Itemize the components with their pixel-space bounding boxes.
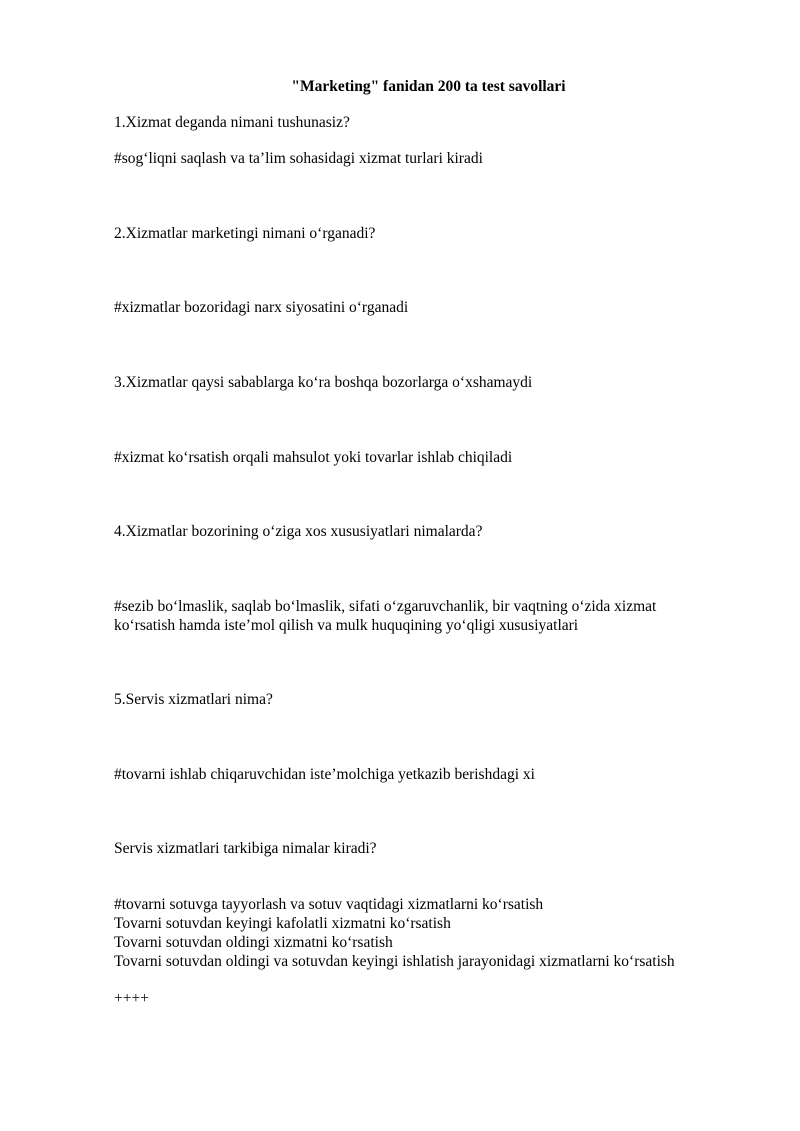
separator: ++++ [114,990,149,1007]
answer-6-line-2: Tovarni sotuvdan keyingi kafolatli xizmatni ko‘rsatish [114,915,451,932]
question-1: 1.Xizmat deganda nimani tushunasiz? [114,114,350,131]
answer-1: #sog‘liqni saqlash va ta’lim sohasidagi xizmat turlari kiradi [114,150,483,167]
answer-6-line-4: Tovarni sotuvdan oldingi va sotuvdan keyingi ishlatish jarayonidagi xizmatlarni ko‘rsatish [114,953,675,970]
answer-6-line-1: #tovarni sotuvga tayyorlash va sotuv vaqtidagi xizmatlarni ko‘rsatish [114,896,544,913]
answer-4-line-1: #sezib bo‘lmaslik, saqlab bo‘lmaslik, sifati o‘zgaruvchanlik, bir vaqtning o‘zida xizmat [114,598,657,615]
answer-4-line-2: ko‘rsatish hamda iste’mol qilish va mulk huquqining yo‘qligi xususiyatlari [114,617,579,634]
question-5: 5.Servis xizmatlari nima? [114,691,273,708]
answer-6 [114,895,675,971]
question-3: 3.Xizmatlar qaysi sabablarga ko‘ra boshqa bozorlarga o‘xshamaydi [114,374,533,391]
answer-2: #xizmatlar bozoridagi narx siyosatini o‘rganadi [114,299,409,316]
answer-6-line-3: Tovarni sotuvdan oldingi xizmatni ko‘rsatish [114,934,393,951]
question-4: 4.Xizmatlar bozorining o‘ziga xos xususiyatlari nimalarda? [114,523,483,540]
question-2: 2.Xizmatlar marketingi nimani o‘rganadi? [114,225,376,242]
answer-3: #xizmat ko‘rsatish orqali mahsulot yoki tovarlar ishlab chiqiladi [114,449,513,466]
answer-5: #tovarni ishlab chiqaruvchidan iste’molchiga yetkazib berishdagi xi [114,766,535,783]
answer-4 [114,597,656,635]
document-title: "Marketing" fanidan 200 ta test savollari [291,78,566,95]
question-6: Servis xizmatlari tarkibiga nimalar kiradi? [114,840,377,857]
